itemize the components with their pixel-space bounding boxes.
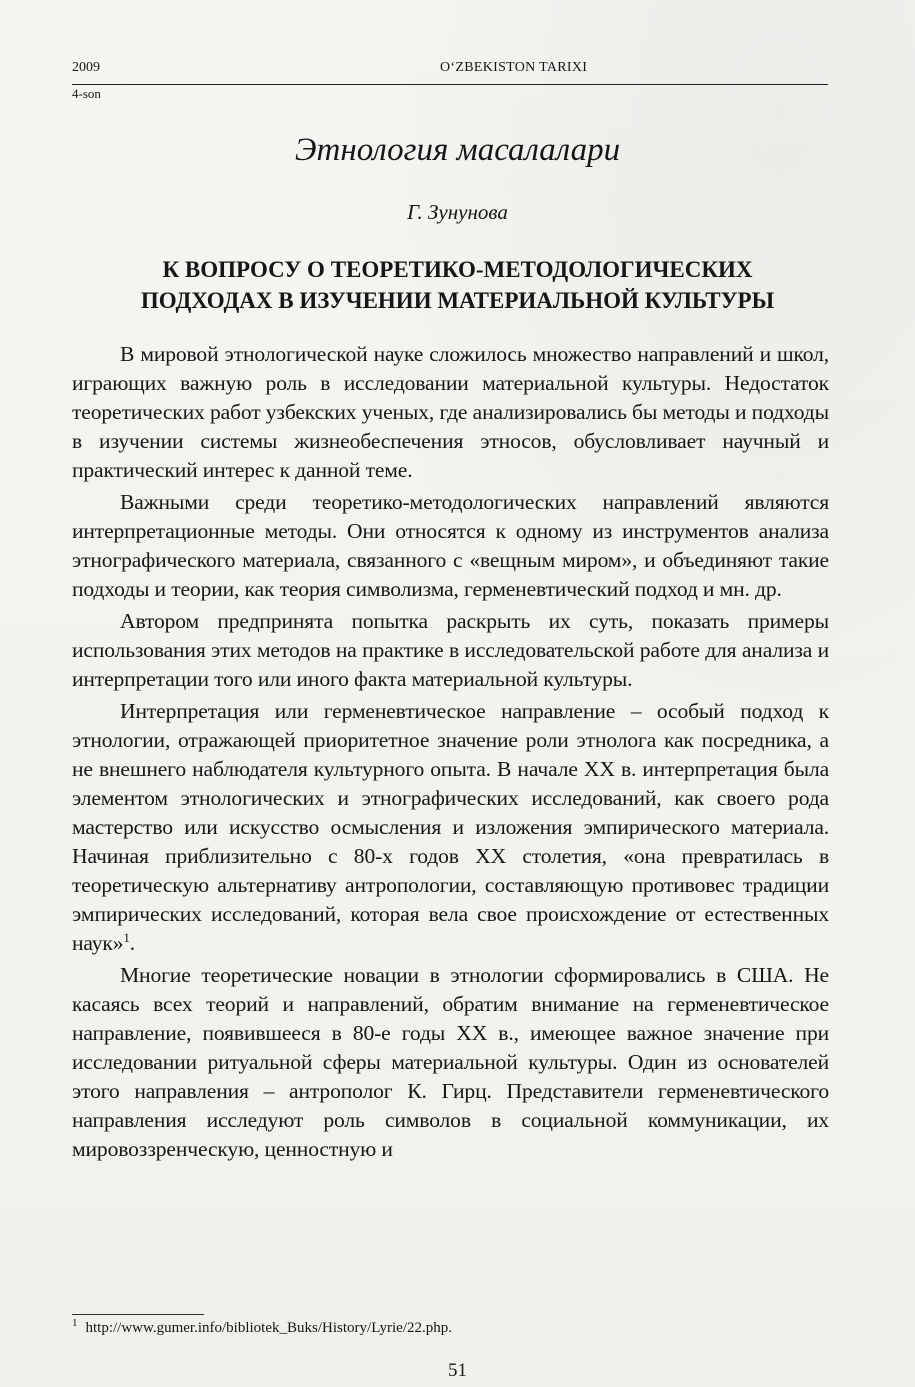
section-title: Этнология масалалари [294,132,621,168]
body-paragraph [72,697,829,958]
footnote-divider [72,1314,204,1315]
running-header [72,58,828,85]
body-paragraph: Важными среди теоретико-методологических направлений являются интерпретационные методы. Они относятся к одному из инструментов анализа этнографического материала, связанного с «вещным миром», и объединяют такие подходы и теории, как теория символизма, герменевтический подход и мн. др. [72,490,829,601]
author-name: Г. Зунунова [407,200,508,224]
article-title-line-1: К ВОПРОСУ О ТЕОРЕТИКО-МЕТОДОЛОГИЧЕСКИХ [162,257,753,282]
footnote-number: 1 [72,1317,78,1329]
article-title [100,254,815,316]
body-paragraph: Автором предпринята попытка раскрыть их суть, показать примеры использования этих методов на практике в исследовательской работе для анализа и интерпретации того или иного факта материальной культуры. [72,609,829,691]
article-title-line-2: ПОДХОДАХ В ИЗУЧЕНИИ МАТЕРИАЛЬНОЙ КУЛЬТУРЫ [140,288,775,313]
footnote-reference[interactable]: 1 [123,929,130,945]
body-paragraph: В мировой этнологической науке сложилось множество направлений и школ, играющих важную роль в исследовании материальной культуры. Недостаток теоретических работ узбекских ученых, где анализировались бы методы и подходы в изучении системы жизнеобеспечения этносов, обусловливает научный и практический интерес к данной теме. [72,342,829,482]
body-paragraph: Многие теоретические новации в этнологии сформировались в США. Не касаясь всех теорий и направлений, обратим внимание на герменевтическое направление, появившееся в 80-е годы XX в., имеющее важное значение при исследовании ритуальной сферы материальной культуры. Один из основателей этого направления – антрополог К. Гирц. Представители герменевтического направления исследуют роль символов в социальной коммуникации, их мировоззренческую, ценностную и [72,963,829,1161]
footnote [72,1319,829,1338]
body-paragraph-text: Интерпретация или герменевтическое направление – особый подход к этнологии, отражающей приоритетное значение роли этнолога как посредника, а не внешнего наблюдателя культурного опыта. В начале XX в. интерпретация была элементом этнологических и этнографических исследований, как своего рода мастерство или искусство осмысления и изложения эмпирического материала. Начиная приблизительно с 80-х годов XX столетия, «она превратилась в теоретическую альтернативу антропологии, составляющую противовес традиции эмпирических исследований, которая вела свое происхождение от естественных наук» [72,699,829,955]
page-number: 51 [448,1360,467,1381]
header-year: 2009 [72,60,100,75]
header-issue: 4-son [72,86,101,101]
header-journal-name: O‘ZBEKISTON TARIXI [440,60,588,75]
footnote-link[interactable]: http://www.gumer.info/bibliotek_Buks/History/Lyrie/22.php. [85,1320,453,1336]
body-paragraph-end: . [129,931,135,955]
article-body [72,340,829,1164]
